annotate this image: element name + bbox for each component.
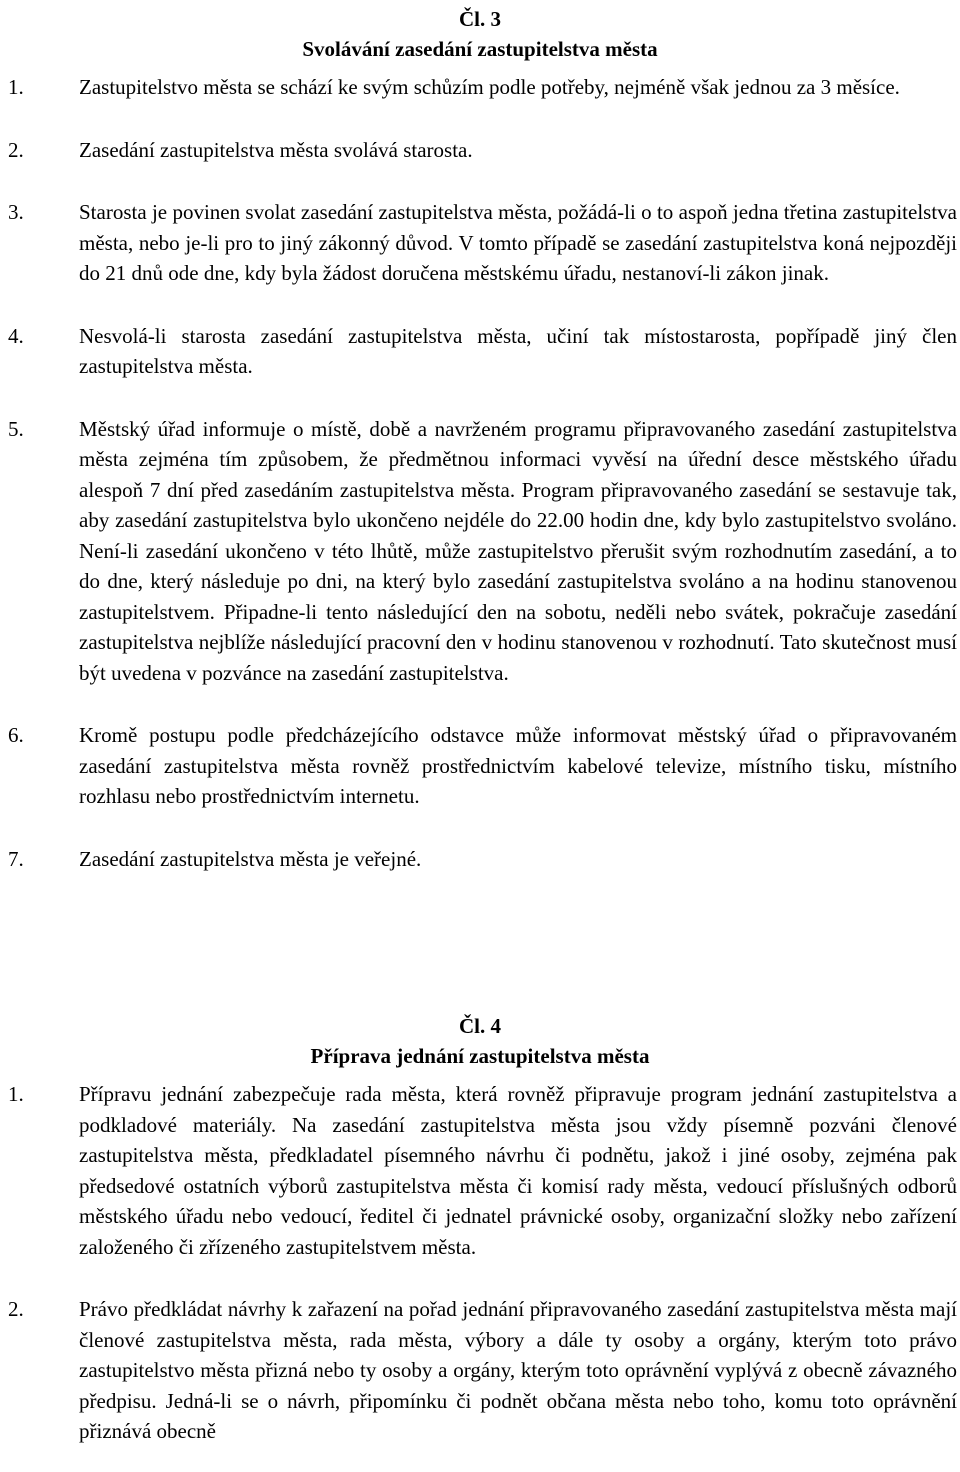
item-number: 5. (8, 416, 24, 441)
item-text: Právo předkládat návrhy k zařazení na pořad jednání připravovaného zasedání zastupitelstva města mají členové zastupitelstva města, rada města, výbory a dále ty osoby a orgány, kterým toto právo zastupitelstvo města přizná nebo ty osoby a orgány, kterým toto oprávnění vyplývá z obecně závazného předpisu. Jedná-li se o návrh, připomínku či podnět občana města nebo toho, komu toto oprávnění přiznává obecně (79, 1297, 957, 1443)
item-number: 3. (8, 200, 24, 224)
article-3-item-3 (0, 197, 960, 289)
article-3-title: Svolávání zasedání zastupitelstva města (302, 37, 658, 61)
article-4-heading (0, 1011, 960, 1071)
article-4-item-2 (0, 1294, 960, 1447)
article-3-item-6 (0, 720, 960, 812)
article-3-item-2 (0, 135, 960, 166)
item-number: 4. (8, 323, 24, 348)
item-number: 2. (8, 1297, 24, 1321)
item-number: 1. (8, 75, 24, 99)
item-text: Městský úřad informuje o místě, době a navrženém programu připravovaného zasedání zastupitelstva města zejména tím způsobem, že předmětnou informaci vyvěsí na úřední desce městského úřadu alespoň 7 dní před zasedáním zastupitelstva města. Program připravovaného zasedání se sestavuje tak, aby zasedání zastupitelstva bylo ukončeno nejdéle do 22.00 hodin dne, kdy bylo zastupitelstvo svoláno. Není-li zasedání ukončeno v této lhůtě, může zastupitelstvo přerušit svým rozhodnutím zasedání, a to do dne, který následuje po dni, na který bylo zasedání zastupitelstva svoláno a na hodinu stanovenou zastupitelstvem. Připadne-li tento následující den na sobotu, neděli nebo svátek, pokračuje zasedání zastupitelstva nejblíže následující pracovní den v hodinu stanovenou v rozhodnutí. Tato skutečnost musí být uvedena v pozvánce na zasedání zastupitelstva. (79, 416, 957, 685)
article-3-item-1 (0, 72, 960, 103)
item-number: 2. (8, 137, 24, 162)
article-3-item-5 (0, 414, 960, 689)
item-text: Přípravu jednání zabezpečuje rada města, která rovněž připravuje program jednání zastupitelstva a podkladové materiály. Na zasedání zastupitelstva města jsou vždy písemně pozváni členové zastupitelstva města, předkladatel písemného návrhu či podnětu, jakož i jiné osoby, zejména pak předsedové ostatních výborů zastupitelstva města či komisí rady města, vedoucí příslušných odborů městského úřadu nebo vedoucí, ředitel či jednatel právnické osoby, organizační složky nebo zařízení založeného či zřízeného zastupitelstvem města. (79, 1082, 957, 1259)
article-4-title: Příprava jednání zastupitelstva města (310, 1044, 650, 1068)
article-3-list (0, 72, 960, 874)
article-3-number: Čl. 3 (459, 7, 501, 31)
article-3-item-7 (0, 844, 960, 875)
article-4-number: Čl. 4 (459, 1014, 501, 1038)
item-text: Zastupitelstvo města se schází ke svým schůzím podle potřeby, nejméně však jednou za 3 měsíce. (79, 75, 900, 99)
article-3-item-4 (0, 321, 960, 382)
item-number: 7. (8, 846, 24, 871)
item-text: Starosta je povinen svolat zasedání zastupitelstva města, požádá-li o to aspoň jedna třetina zastupitelstva města, nebo je-li pro to jiný zákonný důvod. V tomto případě se zasedání zastupitelstva koná nejpozději do 21 dnů ode dne, kdy byla žádost doručena městskému úřadu, nestanoví-li zákon jinak. (79, 200, 957, 285)
item-number: 1. (8, 1082, 24, 1106)
item-text: Zasedání zastupitelstva města je veřejné. (79, 846, 422, 871)
item-text: Nesvolá-li starosta zasedání zastupitelstva města, učiní tak místostarosta, popřípadě jiný člen zastupitelstva města. (79, 323, 957, 378)
article-4-item-1 (0, 1079, 960, 1262)
item-text: Kromě postupu podle předcházejícího odstavce může informovat městský úřad o připravovaném zasedání zastupitelstva města rovněž prostřednictvím kabelové televize, místního tisku, místního rozhlasu nebo prostřednictvím internetu. (79, 723, 957, 808)
article-4-list (0, 1079, 960, 1447)
item-text: Zasedání zastupitelstva města svolává starosta. (79, 137, 473, 162)
item-number: 6. (8, 723, 24, 747)
article-3-heading (0, 4, 960, 64)
